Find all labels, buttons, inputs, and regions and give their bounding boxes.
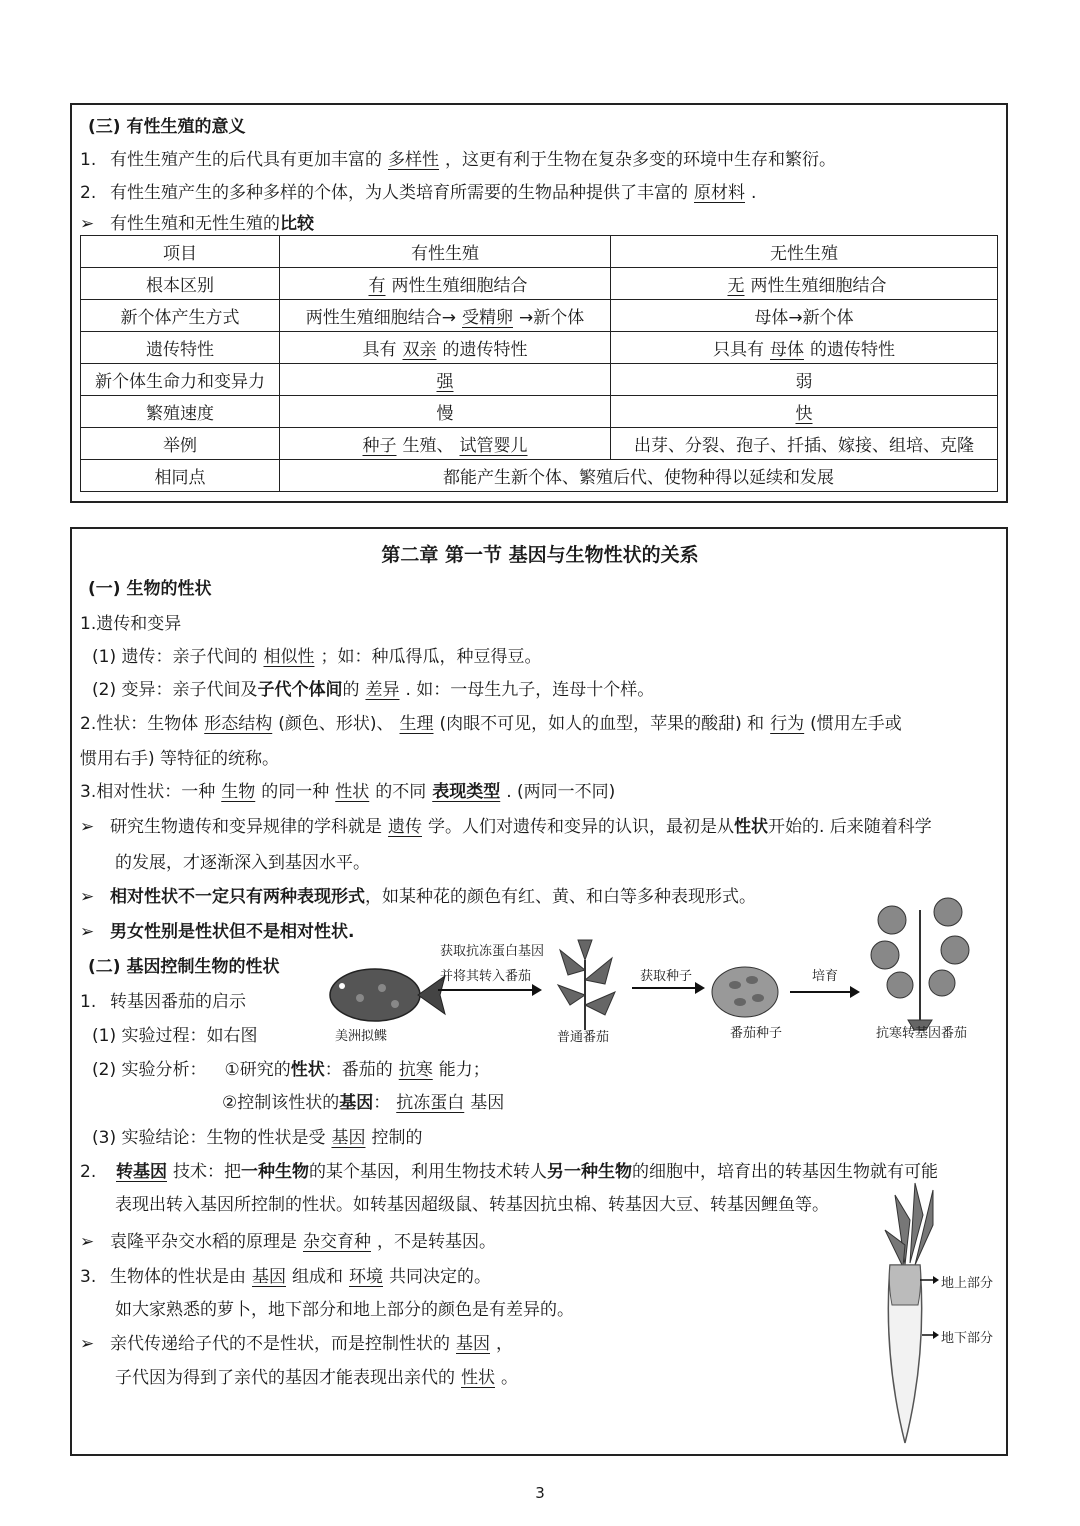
line-text: ①研究的 <box>224 1060 291 1080</box>
line-text-bold: 性状 <box>290 1060 325 1080</box>
fill-blank: 母体 <box>770 340 804 360</box>
table-row <box>81 332 998 364</box>
step-label-seeds: 获取种子 <box>640 969 693 984</box>
point-number: 2. <box>80 183 97 203</box>
table-cell <box>280 300 611 332</box>
line-text: 的不同 <box>375 782 427 802</box>
table-header-cell: 无性生殖 <box>611 236 998 268</box>
comparison-table <box>80 235 998 492</box>
line-text: 3.相对性状：一种 <box>80 782 216 802</box>
gender-note <box>80 920 354 944</box>
line-text: 子代因为得到了亲代的基因才能表现出亲代的 <box>115 1368 455 1388</box>
line-text: 的细胞中，培育出的转基因生物就有可能 <box>632 1162 938 1182</box>
fill-blank: 快 <box>795 404 813 424</box>
cell-text: 两性生殖细胞结合 <box>750 276 887 296</box>
comparison-title-text: 有性生殖和无性生殖的 <box>110 214 280 234</box>
fill-blank: 基因 <box>252 1267 286 1287</box>
line-text: 学。人们对遗传和变异的认识，最初是从 <box>428 817 734 837</box>
line-text: 2.性状：生物体 <box>80 714 199 734</box>
cell-text: 生殖、 <box>402 436 454 456</box>
line-text-bold: 基因 <box>339 1093 374 1113</box>
bullet-arrow-icon: ➢ <box>80 817 95 837</box>
fill-blank: 环境 <box>349 1267 383 1287</box>
point-1 <box>80 148 836 172</box>
line-text: ， <box>496 1334 513 1354</box>
table-cell: 都能产生新个体、繁殖后代、使物种得以延续和发展 <box>280 460 998 492</box>
page-number: 3 <box>535 1484 545 1502</box>
line-text: 的 <box>342 680 360 700</box>
table-cell <box>611 268 998 300</box>
heredity-line <box>92 645 541 669</box>
experiment-conclusion <box>92 1126 422 1150</box>
pointer-arrow-icon <box>920 1276 939 1284</box>
line-text: 技术：把 <box>173 1162 241 1182</box>
fill-blank: 原材料 <box>694 183 745 203</box>
fill-blank: 差异 <box>365 680 400 700</box>
point-number: 1. <box>80 992 97 1012</box>
experiment-process: (1) 实验过程：如右图 <box>92 1026 258 1046</box>
point-text: 有性生殖产生的多种多样的个体，为人类培育所需要的生物品种提供了丰富的 <box>110 183 688 203</box>
fill-blank: 相似性 <box>263 647 315 667</box>
line-text: 的某个基因，利用生物技术转人 <box>309 1162 547 1182</box>
line-text: 能力； <box>438 1060 490 1080</box>
chapter-title: 第二章 第一节 基因与生物性状的关系 <box>381 544 699 566</box>
label-transgenic-tomato: 抗寒转基因番茄 <box>876 1026 968 1041</box>
table-row <box>81 396 998 428</box>
genetics-note-cont: 的发展，才逐渐深入到基因水平。 <box>115 853 370 873</box>
row-label: 根本区别 <box>81 268 280 300</box>
genetics-note <box>80 815 932 839</box>
cell-text: 两性生殖细胞结合→ <box>305 308 456 328</box>
bullet-arrow-icon: ➢ <box>80 887 95 907</box>
trait-definition <box>80 712 902 736</box>
bullet-arrow-icon: ➢ <box>80 214 95 234</box>
line-text: (惯用左手或 <box>810 714 902 734</box>
table-cell <box>611 396 998 428</box>
transgenic-technology-cont: 表现出转入基因所控制的性状。如转基因超级鼠、转基因抗虫棉、转基因大豆、转基因鲤鱼等。 <box>115 1195 829 1215</box>
step-label-cultivate: 培育 <box>812 969 839 984</box>
line-text: (2) 变异：亲子代间及 <box>92 680 258 700</box>
point-number: 3. <box>80 1267 97 1287</box>
fill-blank: 生理 <box>399 714 434 734</box>
line-text: . 如：一母生九子，连母十个样。 <box>405 680 655 700</box>
point-number: 2. <box>80 1162 97 1182</box>
line-text: 袁隆平杂交水稻的原理是 <box>110 1232 297 1252</box>
tomato-seeds-icon <box>712 967 778 1017</box>
sub-heading: 1.遗传和变异 <box>80 614 182 634</box>
line-text: 开始的. 后来随着科学 <box>768 817 932 837</box>
comparison-title <box>80 212 314 236</box>
line-text-bold: 另一种生物 <box>547 1162 632 1182</box>
bullet-arrow-icon: ➢ <box>80 922 95 942</box>
step-label-gene: 获取抗冻蛋白基因 <box>440 944 545 959</box>
hybrid-rice-note <box>80 1230 496 1254</box>
table-cell: 母体→新个体 <box>611 300 998 332</box>
line-text-bold: 男女性别是性状但不是相对性状. <box>110 922 355 942</box>
fill-blank: 杂交育种 <box>303 1232 371 1252</box>
table-header-row <box>81 236 998 268</box>
cell-text: 两性生殖细胞结合 <box>391 276 528 296</box>
cell-text: 的遗传特性 <box>442 340 528 360</box>
line-text: 亲代传递给子代的不是性状，而是控制性状的 <box>110 1334 450 1354</box>
radish-figure <box>875 1175 1005 1450</box>
table-row <box>81 268 998 300</box>
fill-blank: 有 <box>368 276 386 296</box>
radish-leaves-icon <box>885 1183 933 1267</box>
line-text: 的同一种 <box>261 782 330 802</box>
inheritance-note <box>80 1332 513 1356</box>
line-text: (肉眼不可见，如人的血型，苹果的酸甜) 和 <box>439 714 765 734</box>
bullet-arrow-icon: ➢ <box>80 1232 95 1252</box>
inheritance-note-cont <box>115 1366 518 1390</box>
experiment-analysis-2 <box>222 1091 504 1115</box>
label-ordinary-tomato: 普通番茄 <box>557 1030 610 1045</box>
line-text-bold: 一种生物 <box>241 1162 309 1182</box>
label-tomato-seeds: 番茄种子 <box>730 1026 783 1041</box>
fill-blank: 行为 <box>770 714 805 734</box>
line-text-bold: 子代个体间 <box>257 680 343 700</box>
fill-blank: 形态结构 <box>204 714 273 734</box>
pointer-arrow-icon <box>922 1331 939 1339</box>
fill-blank: 双亲 <box>402 340 437 360</box>
line-text: 转基因番茄的启示 <box>110 992 246 1012</box>
line-text: 。 <box>501 1368 518 1388</box>
transgenic-technology <box>80 1160 938 1184</box>
line-text: (颜色、形状)、 <box>278 714 394 734</box>
fill-blank: 生物 <box>221 782 256 802</box>
line-text: ，如某种花的颜色有红、黄、和白等多种表现形式。 <box>365 887 756 907</box>
line-text: ，不是转基因。 <box>377 1232 496 1252</box>
process-arrow-icon <box>438 984 542 996</box>
fill-blank: 性状 <box>335 782 370 802</box>
fill-blank: 无 <box>727 276 745 296</box>
row-label: 遗传特性 <box>81 332 280 364</box>
fill-blank: 种子 <box>362 436 397 456</box>
point-text: . <box>751 183 757 203</box>
table-cell: 弱 <box>611 364 998 396</box>
line-text-bold: 性状 <box>734 817 768 837</box>
fill-blank: 表现类型 <box>432 782 501 802</box>
line-text: (1) 遗传：亲子代间的 <box>92 647 258 667</box>
heading-significance: (三) 有性生殖的意义 <box>88 117 246 137</box>
table-cell: 慢 <box>280 396 611 428</box>
table-cell <box>280 268 611 300</box>
trait-definition-cont: 惯用右手) 等特征的统称。 <box>80 749 280 769</box>
cell-text: 只具有 <box>713 340 764 360</box>
line-text: ： <box>373 1093 391 1113</box>
table-header-cell: 有性生殖 <box>280 236 611 268</box>
table-row <box>81 428 998 460</box>
table-row <box>81 460 998 492</box>
table-header-cell: 项目 <box>81 236 280 268</box>
table-cell <box>611 332 998 364</box>
fill-blank: 遗传 <box>388 817 422 837</box>
tomato-plant-icon <box>558 940 615 1030</box>
fill-blank: 性状 <box>461 1368 495 1388</box>
fill-blank: 基因 <box>331 1128 366 1148</box>
point-number: 1. <box>80 150 97 170</box>
radish-example: 如大家熟悉的萝卜，地下部分和地上部分的颜色是有差异的。 <box>115 1300 574 1320</box>
fill-blank: 转基因 <box>116 1162 167 1182</box>
row-label: 举例 <box>81 428 280 460</box>
line-text: 基因 <box>470 1093 505 1113</box>
transgenic-tomato-icon <box>871 898 969 1030</box>
point-text: ，这更有利于生物在复杂多变的环境中生存和繁衍。 <box>445 150 836 170</box>
fill-blank: 抗寒 <box>398 1060 433 1080</box>
row-label: 新个体生命力和变异力 <box>81 364 280 396</box>
flounder-fish-icon <box>330 969 445 1021</box>
gmo-tomato-title <box>80 990 246 1014</box>
row-label: 繁殖速度 <box>81 396 280 428</box>
table-cell <box>280 332 611 364</box>
line-text: 研究生物遗传和变异规律的学科就是 <box>110 817 382 837</box>
bullet-arrow-icon: ➢ <box>80 1334 95 1354</box>
cell-text: 具有 <box>362 340 397 360</box>
cell-text: 的遗传特性 <box>810 340 895 360</box>
trait-determination <box>80 1265 491 1289</box>
relative-trait <box>80 780 615 804</box>
process-arrow-icon <box>790 986 860 998</box>
point-text: 有性生殖产生的后代具有更加丰富的 <box>110 150 382 170</box>
line-text: 共同决定的。 <box>389 1267 491 1287</box>
line-text: . (两同一不同) <box>506 782 616 802</box>
heading-traits: (一) 生物的性状 <box>88 579 212 599</box>
line-text: 生物体的性状是由 <box>110 1267 246 1287</box>
line-text: ；如：种瓜得瓜，种豆得豆。 <box>320 647 542 667</box>
row-label: 相同点 <box>81 460 280 492</box>
comparison-title-bold: 比较 <box>280 214 314 234</box>
label-below-ground: 地下部分 <box>941 1331 994 1346</box>
line-text: 控制的 <box>371 1128 423 1148</box>
fill-blank: 试管婴儿 <box>459 436 528 456</box>
fill-blank: 多样性 <box>388 150 439 170</box>
heading-gene-control: (二) 基因控制生物的性状 <box>88 957 280 977</box>
line-text: ②控制该性状的 <box>222 1093 340 1113</box>
fill-blank: 抗冻蛋白 <box>396 1093 465 1113</box>
line-text: (2) 实验分析： <box>92 1060 207 1080</box>
label-flounder: 美洲拟鲽 <box>335 1029 388 1044</box>
fill-blank: 强 <box>436 372 454 392</box>
line-text: 组成和 <box>292 1267 343 1287</box>
table-row <box>81 364 998 396</box>
table-cell <box>280 364 611 396</box>
line-text: ：番茄的 <box>324 1060 393 1080</box>
label-above-ground: 地上部分 <box>941 1276 994 1291</box>
table-cell <box>280 428 611 460</box>
cell-text: →新个体 <box>519 308 585 328</box>
radish-root-icon <box>888 1265 921 1443</box>
fill-blank: 基因 <box>456 1334 490 1354</box>
row-label: 新个体产生方式 <box>81 300 280 332</box>
point-2 <box>80 181 756 205</box>
table-row <box>81 300 998 332</box>
table-cell: 出芽、分裂、孢子、扦插、嫁接、组培、克隆 <box>611 428 998 460</box>
fill-blank: 受精卵 <box>462 308 513 328</box>
step-label-transfer: 并将其转入番茄 <box>440 969 532 984</box>
line-text: (3) 实验结论：生物的性状是受 <box>92 1128 326 1148</box>
variation-line <box>92 678 654 702</box>
line-text-bold: 相对性状不一定只有两种表现形式 <box>110 887 365 907</box>
